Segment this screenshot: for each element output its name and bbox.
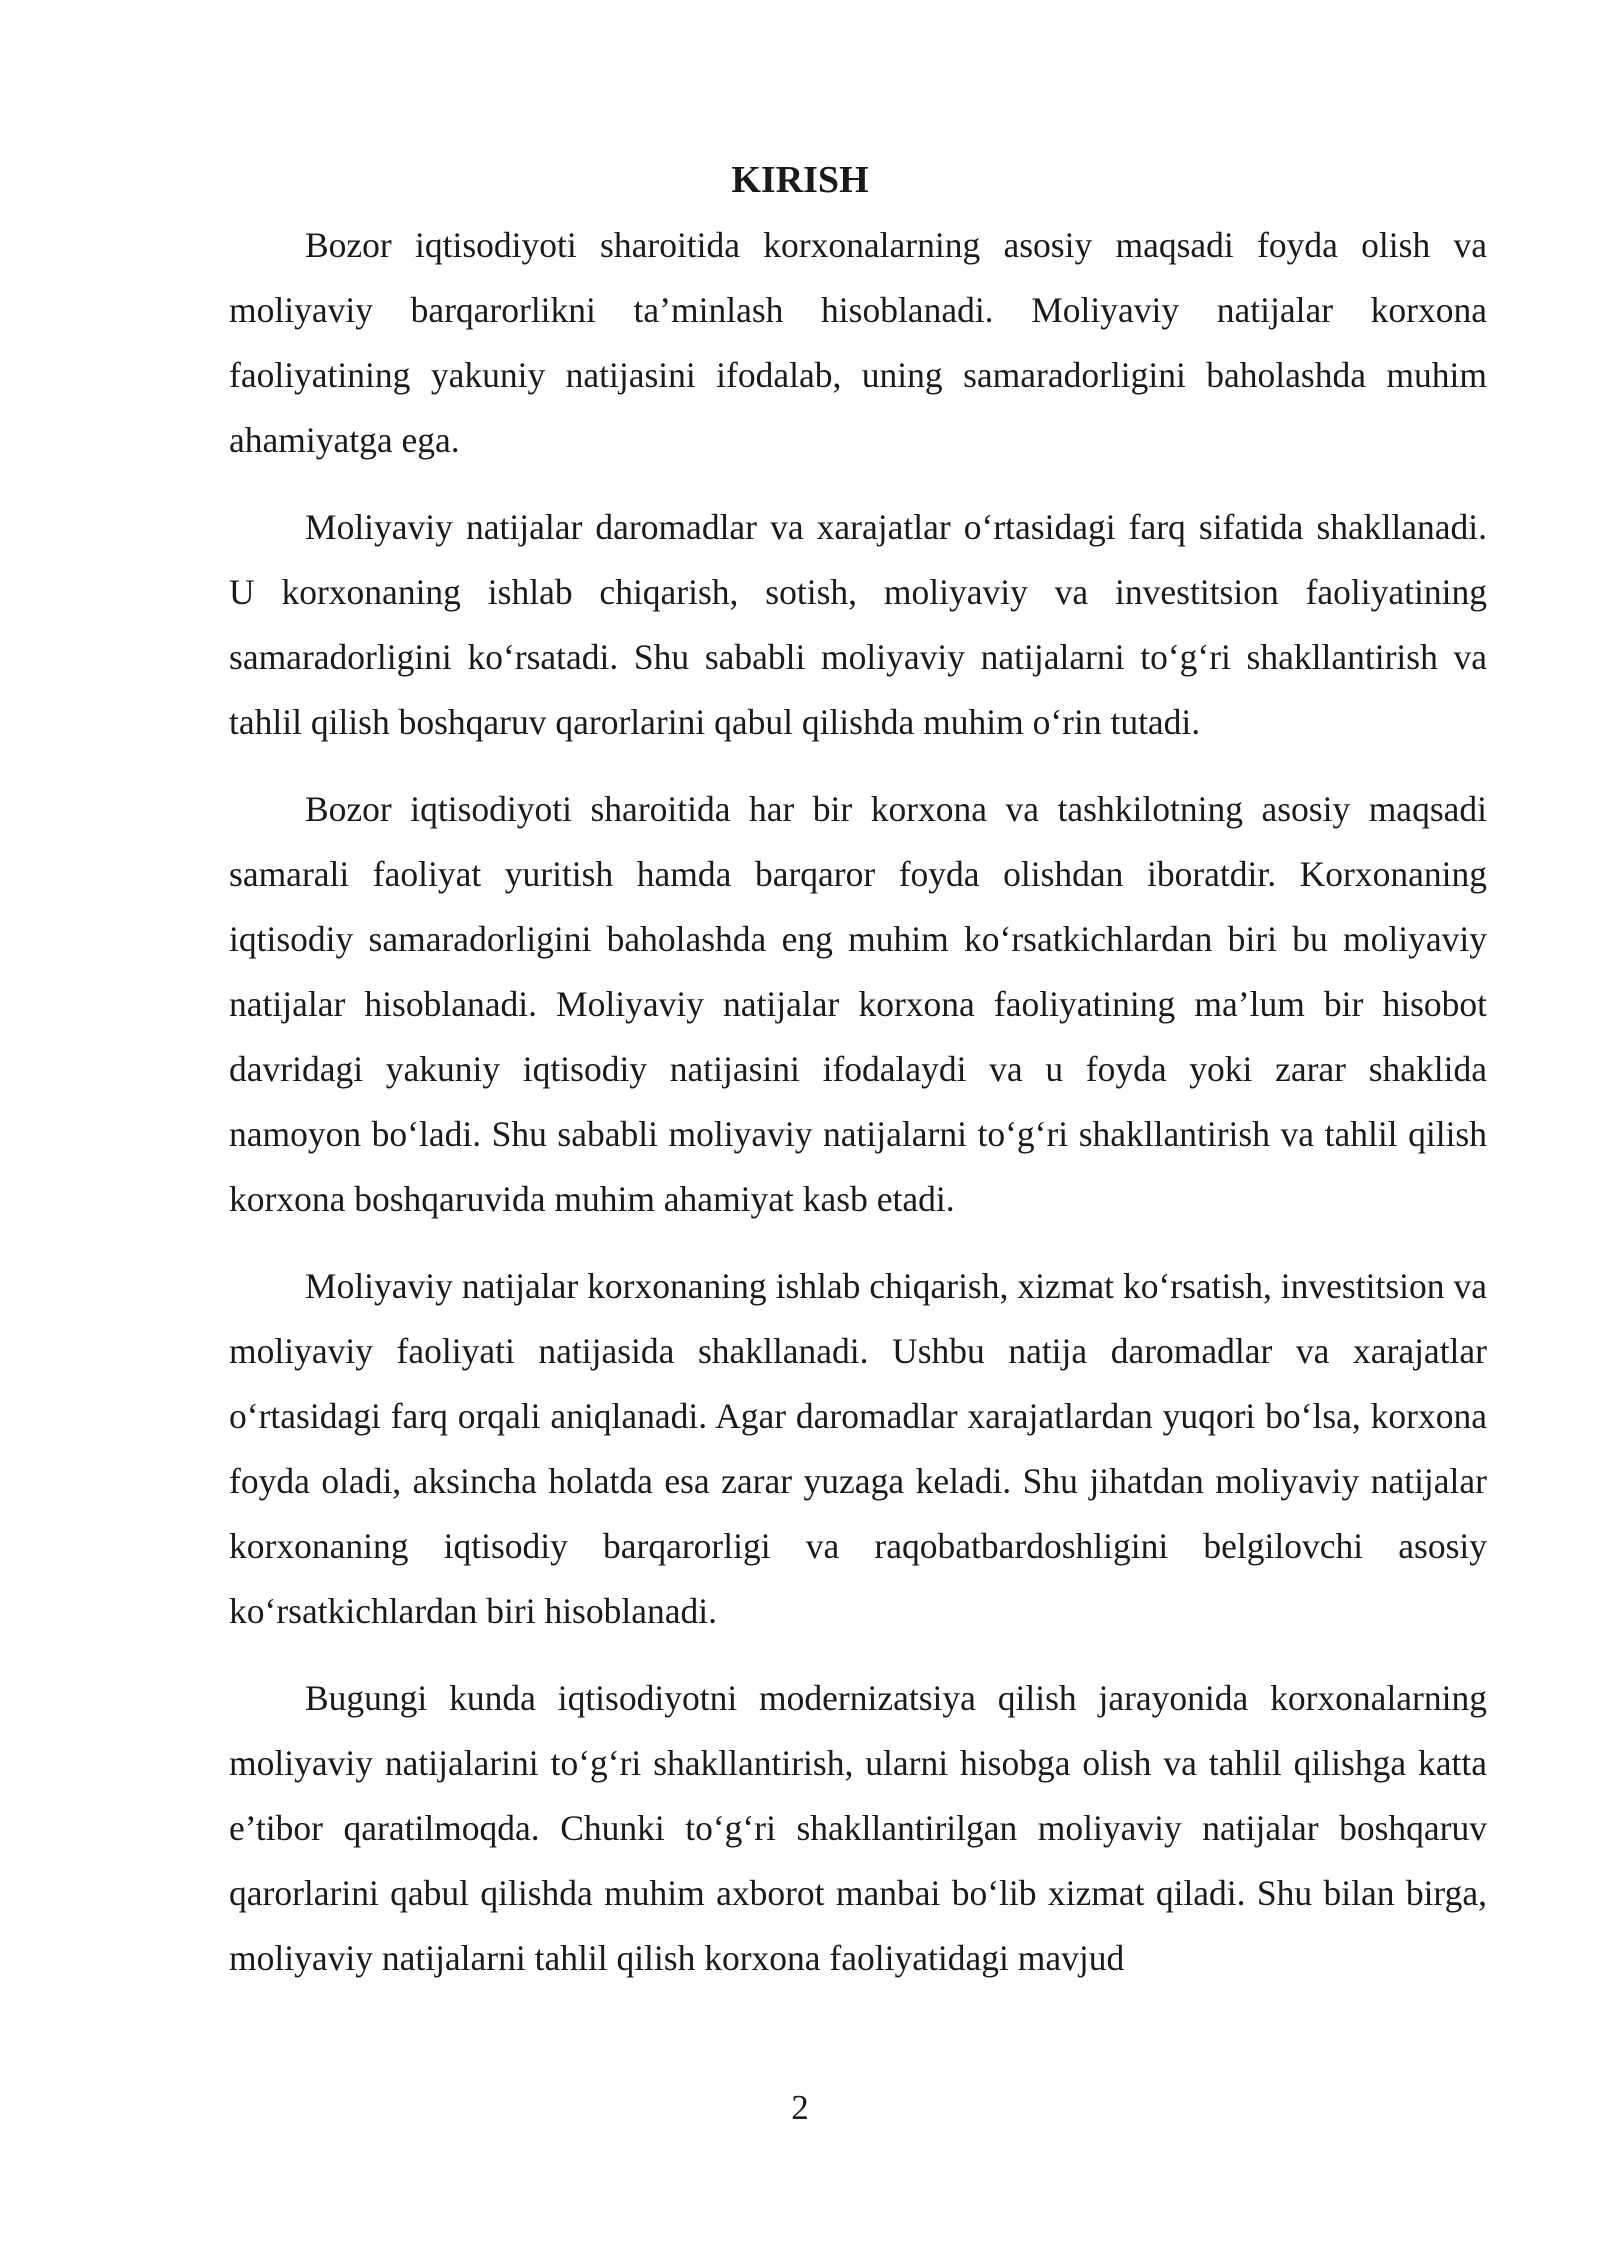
body-text	[229, 213, 1487, 2013]
paragraph-5: Bugungi kunda iqtisodiyotni modernizatsiya qilish jarayonida korxonalarning moliyaviy natijalarini to‘g‘ri shakllantirish, ularni hisobga olish va tahlil qilishga katta e’tibor qaratilmoqda. Chunki to‘g‘ri shakllantirilgan moliyaviy natijalar boshqaruv qarorlarini qabul qilishda muhim axborot manbai bo‘lib xizmat qiladi. Shu bilan birga, moliyaviy natijalarni tahlil qilish korxona faoliyatidagi mavjud	[229, 1678, 1487, 1978]
paragraph-2: Moliyaviy natijalar daromadlar va xarajatlar o‘rtasidagi farq sifatida shakllanadi. U korxonaning ishlab chiqarish, sotish, moliyaviy va investitsion faoliyatining samaradorligini ko‘rsatadi. Shu sababli moliyaviy natijalarni to‘g‘ri shakllantirish va tahlil qilish boshqaruv qarorlarini qabul qilishda muhim o‘rin tutadi.	[229, 507, 1487, 742]
paragraph-3: Bozor iqtisodiyoti sharoitida har bir korxona va tashkilotning asosiy maqsadi samarali faoliyat yuritish hamda barqaror foyda olishdan iboratdir. Korxonaning iqtisodiy samaradorligini baholashda eng muhim ko‘rsatkichlardan biri bu moliyaviy natijalar hisoblanadi. Moliyaviy natijalar korxona faoliyatining ma’lum bir hisobot davridagi yakuniy iqtisodiy natijasini ifodalaydi va u foyda yoki zarar shaklida namoyon bo‘ladi. Shu sababli moliyaviy natijalarni to‘g‘ri shakllantirish va tahlil qilish korxona boshqaruvida muhim ahamiyat kasb etadi.	[229, 789, 1487, 1219]
paragraph-4: Moliyaviy natijalar korxonaning ishlab chiqarish, xizmat ko‘rsatish, investitsion va moliyaviy faoliyati natijasida shakllanadi. Ushbu natija daromadlar va xarajatlar o‘rtasidagi farq orqali aniqlanadi. Agar daromadlar xarajatlardan yuqori bo‘lsa, korxona foyda oladi, aksincha holatda esa zarar yuzaga keladi. Shu jihatdan moliyaviy natijalar korxonaning iqtisodiy barqarorligi va raqobatbardoshligini belgilovchi asosiy ko‘rsatkichlardan biri hisoblanadi.	[229, 1266, 1487, 1631]
paragraph-1: Bozor iqtisodiyoti sharoitida korxonalarning asosiy maqsadi foyda olish va moliyaviy barqarorlikni ta’minlash hisoblanadi. Moliyaviy natijalar korxona faoliyatining yakuniy natijasini ifodalab, uning samaradorligini baholashda muhim ahamiyatga ega.	[229, 225, 1487, 460]
page-number: 2	[791, 2088, 809, 2127]
page-title: KIRISH	[731, 159, 869, 201]
